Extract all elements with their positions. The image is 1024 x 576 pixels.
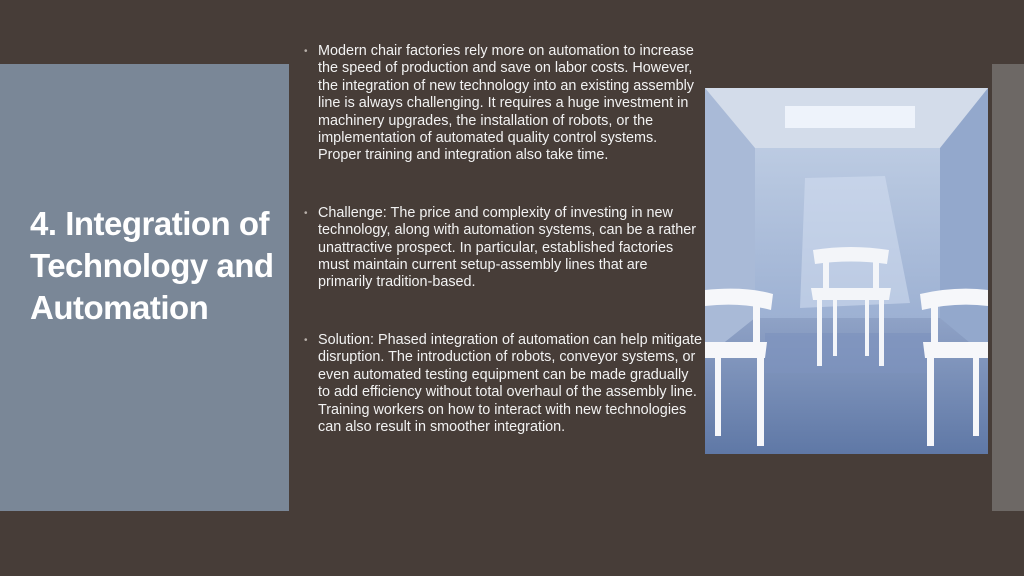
chairs-photo [705, 88, 988, 454]
bullet-text: Modern chair factories rely more on automation to increase the speed of production and save on labor costs. However, the integration of new technology into an existing assembly line is always challenging. It requires a huge investment in machinery upgrades, the installation of robots, or the implementation of automated quality control systems. Proper training and integration also take time. [318, 43, 694, 164]
bullet-item [302, 205, 702, 292]
skylight [785, 106, 915, 128]
bullet-marker: • [304, 334, 308, 346]
bullet-item [302, 43, 702, 165]
bullet-text: Challenge: The price and complexity of investing in new technology, along with automation systems, can be a rather unattractive prospect. In particular, established factories must maintain current setup-assembly lines that are primarily tradition-based. [318, 204, 697, 291]
bullet-marker: • [304, 207, 308, 219]
slide-title: 4. Integration of Technology and Automation [30, 205, 274, 326]
bullet-list [302, 43, 702, 436]
right-edge-panel [992, 64, 1024, 511]
bullet-marker: • [304, 46, 308, 57]
bullet-text: Solution: Phased integration of automation can help mitigate disruption. The introduction of robots, conveyor systems, or even automated testing equipment can be made gradually to add efficiency without total overhaul of the assembly line. Training workers on how to interact with new technologies can also result in smoother integration. [318, 331, 703, 435]
platform [765, 333, 935, 373]
chairs-illustration [705, 88, 988, 454]
bullet-item [302, 332, 702, 436]
